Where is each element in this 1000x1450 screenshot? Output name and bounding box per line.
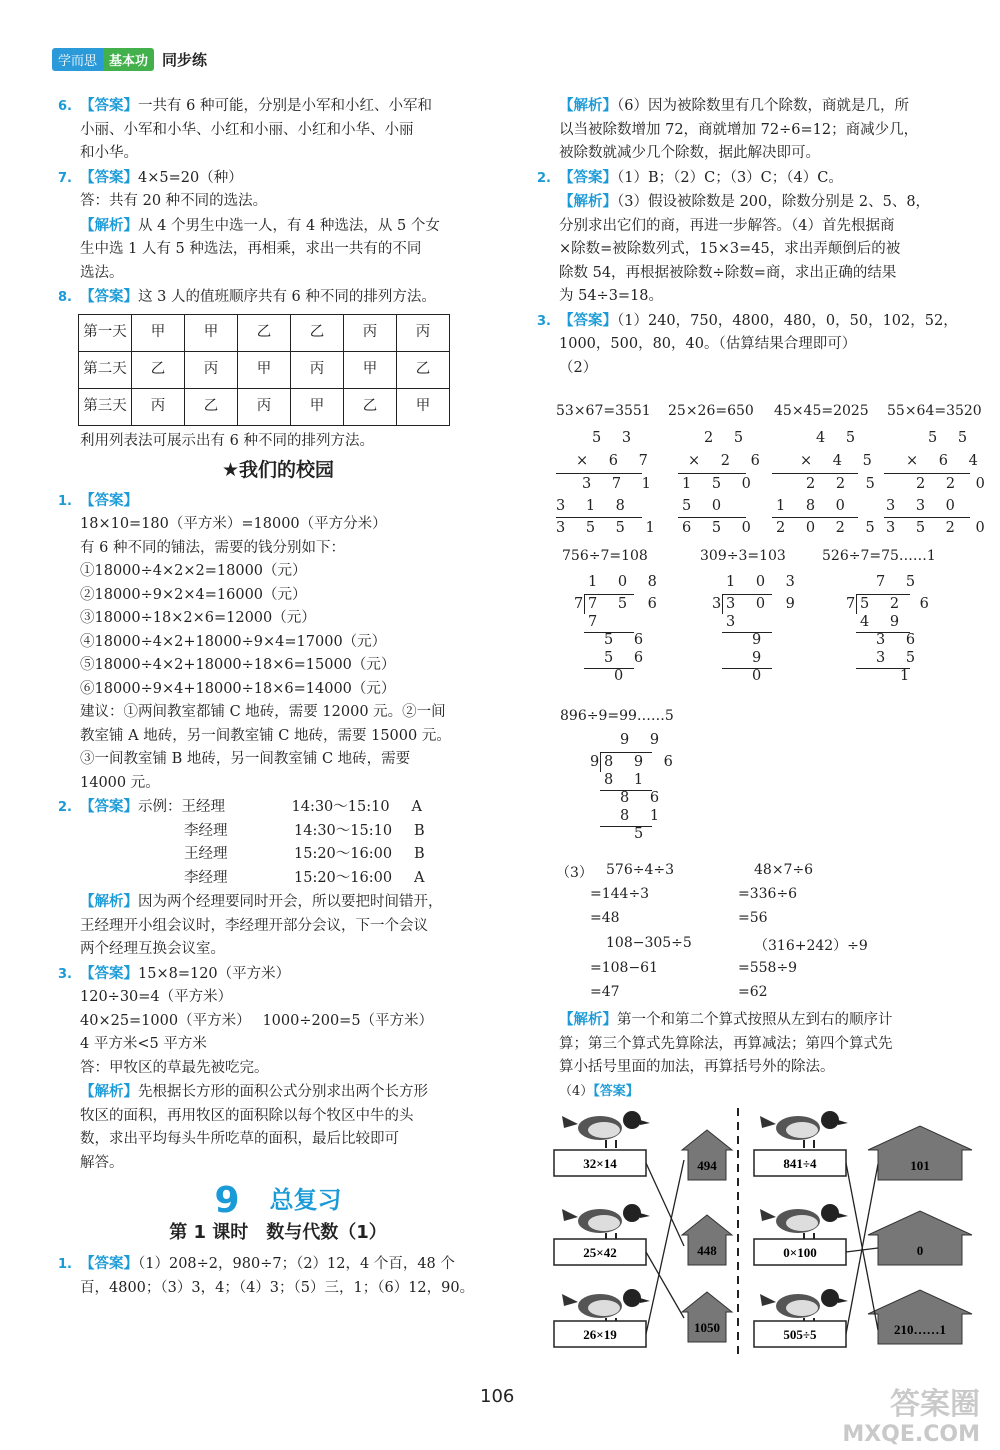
question-number: 1. bbox=[58, 1257, 72, 1272]
equation: 526÷7=75……1 bbox=[822, 548, 936, 564]
text-line: ⑥18000÷9×4+18000÷18×6=14000（元） bbox=[80, 680, 396, 697]
table-row bbox=[79, 388, 450, 425]
explanation-text: （3）假设被除数是 200，除数分别是 2、5、8， bbox=[617, 194, 931, 210]
explanation-text: （6）因为被除数里有几个除数，商就是几，所 bbox=[617, 98, 909, 114]
question-number: 2. bbox=[537, 170, 551, 186]
r1-line bbox=[56, 1252, 500, 1277]
step-line: 48×7÷6 bbox=[754, 862, 814, 878]
equation: 756÷7=108 bbox=[562, 548, 648, 564]
step-line: （316+242）÷9 bbox=[754, 938, 868, 954]
step-line: =558÷9 bbox=[738, 960, 798, 976]
table-row bbox=[79, 314, 450, 351]
s3-line bbox=[56, 962, 500, 987]
table-cell: 丙 bbox=[132, 388, 185, 425]
division-bracket bbox=[722, 594, 723, 614]
product: 3 5 5 1 bbox=[556, 520, 663, 536]
question-number: 8. bbox=[58, 290, 72, 305]
quotient: 9 9 bbox=[620, 732, 668, 748]
p4-line bbox=[559, 1080, 979, 1104]
schedule-row bbox=[56, 843, 500, 867]
dividend: 5 2 6 bbox=[860, 596, 937, 612]
table-cell: 甲 bbox=[344, 351, 397, 388]
answer-text: 4×5=20（种） bbox=[138, 169, 243, 186]
table-cell: 丙 bbox=[291, 351, 344, 388]
step-line: =47 bbox=[590, 984, 620, 1000]
table-cell: 甲 bbox=[238, 351, 291, 388]
multiplicand: 5 5 bbox=[928, 430, 976, 446]
text-line: 建议：①两间教室都铺 C 地砖，需要 12000 元。②一间 bbox=[80, 704, 446, 720]
brand-logo: 学而思 bbox=[52, 48, 103, 71]
text-line: 答：共有 20 种不同的选法。 bbox=[80, 193, 268, 209]
example-label: 示例： bbox=[138, 799, 182, 815]
division-bracket bbox=[856, 594, 857, 614]
table-row bbox=[79, 351, 450, 388]
table-cell: 甲 bbox=[132, 314, 185, 351]
part-label: （4） bbox=[559, 1083, 594, 1099]
meeting-time: 14:30～15:10 bbox=[294, 822, 393, 839]
page-number: 106 bbox=[480, 1386, 515, 1407]
bird-label: 505÷5 bbox=[783, 1327, 817, 1342]
match-line bbox=[646, 1163, 684, 1246]
table-cell: 乙 bbox=[238, 314, 291, 351]
equation: 25×26=650 bbox=[668, 403, 754, 419]
explanation-text: 从 4 个男生中选一人，有 4 种选法，从 5 个女 bbox=[138, 217, 440, 234]
explanation-line bbox=[559, 1008, 979, 1033]
house-label: 0 bbox=[916, 1243, 924, 1258]
answer-tag: 【答案】 bbox=[80, 491, 138, 509]
remainder: 0 bbox=[614, 668, 632, 684]
right-column bbox=[535, 94, 975, 380]
quotient: 1 0 8 bbox=[588, 574, 665, 590]
equation: 896÷9=99……5 bbox=[560, 708, 674, 724]
remainder: 1 bbox=[900, 668, 918, 684]
question-number: 2. bbox=[58, 800, 72, 815]
explanation-line bbox=[56, 890, 500, 915]
text-line: 生中选 1 人有 5 种选法，再相乘，求出一共有的不同 bbox=[80, 241, 422, 257]
house-label: 210……1 bbox=[894, 1322, 946, 1337]
bird-label: 841÷4 bbox=[783, 1156, 817, 1171]
partial-product: 7 bbox=[588, 614, 606, 630]
text-line: 答：甲牧区的草最先被吃完。 bbox=[80, 1059, 269, 1076]
remainder: 5 bbox=[634, 826, 652, 842]
lesson-title: 第 1 课时 数与代数（1） bbox=[169, 1221, 387, 1243]
table-cell: 丙 bbox=[344, 314, 397, 351]
partial-product: 3 5 bbox=[876, 650, 924, 666]
meeting-room: A bbox=[414, 869, 425, 886]
meeting-time: 15:20～16:00 bbox=[294, 869, 393, 886]
explanation-line bbox=[535, 190, 975, 215]
table-cell: 乙 bbox=[344, 388, 397, 425]
text-line: 有 6 种不同的铺法，需要的钱分别如下： bbox=[80, 539, 345, 556]
bird-house-matching-diagram bbox=[550, 1108, 980, 1358]
divisor: 7 bbox=[846, 596, 864, 612]
divisor: 3 bbox=[712, 596, 730, 612]
text-line: 除数 54，再根据被除数÷除数=商，求出正确的结果 bbox=[559, 264, 897, 281]
p3-explanation bbox=[559, 1008, 979, 1103]
left-bird-1 bbox=[562, 1111, 650, 1148]
multiplicand: 2 5 bbox=[704, 430, 752, 446]
partial-product: 9 bbox=[752, 650, 770, 666]
text-line: 教室铺 A 地砖，另一间教室铺 C 地砖，需要 15000 元。 bbox=[80, 727, 451, 744]
answer-tag: 【答案】 bbox=[80, 798, 138, 815]
duty-schedule-table bbox=[78, 314, 450, 426]
remainder-step: 9 bbox=[752, 632, 770, 648]
multiplicand: 5 3 bbox=[592, 430, 640, 446]
text-line: 百，4800；（3）3，4；（4）3；（5）三，1；（6）12，90。 bbox=[80, 1279, 475, 1296]
answer-tag: 【答案】 bbox=[80, 288, 138, 305]
meeting-room: A bbox=[411, 799, 422, 815]
schedule-row bbox=[56, 867, 500, 891]
meeting-room: B bbox=[414, 846, 425, 862]
text-line: 两个经理互换会议室。 bbox=[80, 941, 225, 957]
explanation-tag: 【解析】 bbox=[559, 97, 617, 114]
table-cell: 丙 bbox=[185, 351, 238, 388]
text-line: 王经理开小组会议时，李经理开部分会议，下一个会议 bbox=[80, 917, 428, 934]
equation: 53×67=3551 bbox=[556, 403, 651, 419]
partial-product: 3 3 0 bbox=[886, 498, 963, 514]
partial-product: 1 8 0 bbox=[776, 498, 853, 514]
answer-tag: 【答案】 bbox=[80, 964, 138, 982]
text-line: 数，求出平均每头牛所吃草的面积，最后比较即可 bbox=[80, 1131, 399, 1147]
text-line: ⑤18000÷4×2+18000÷18×6=15000（元） bbox=[80, 657, 396, 673]
multiplicand: 4 5 bbox=[816, 430, 864, 446]
text-line: 4 平方米<5 平方米 bbox=[80, 1036, 207, 1052]
step-line: 108−305÷5 bbox=[606, 935, 692, 951]
explanation-tag: 【解析】 bbox=[559, 193, 617, 210]
partial-product: 2 2 5 bbox=[806, 476, 883, 492]
table-cell: 第三天 bbox=[79, 388, 132, 425]
meeting-time: 15:20～16:00 bbox=[294, 846, 393, 862]
s2-line bbox=[56, 795, 500, 820]
q6-line bbox=[56, 94, 500, 119]
division-bracket bbox=[584, 594, 585, 614]
text-line: 被除数就减少几个除数，据此解决即可。 bbox=[559, 145, 820, 161]
answer-tag: 【答案】 bbox=[559, 168, 617, 186]
q3-line bbox=[535, 309, 975, 334]
watermark-text: 答案圈 bbox=[890, 1387, 980, 1422]
q7-line bbox=[56, 166, 500, 191]
partial-product: 5 6 bbox=[604, 650, 652, 666]
watermark bbox=[842, 1387, 980, 1450]
table-cell: 乙 bbox=[397, 351, 450, 388]
divisor: 9 bbox=[590, 754, 608, 770]
remainder-step: 3 6 bbox=[876, 632, 924, 648]
explanation-line bbox=[535, 94, 975, 119]
bird-label: 32×14 bbox=[583, 1156, 617, 1171]
answer-tag: 【答案】 bbox=[80, 168, 138, 186]
text-line: ×除数=被除数列式，15×3=45，求出弄颠倒后的被 bbox=[559, 241, 901, 257]
table-cell: 丙 bbox=[238, 388, 291, 425]
text-line: 利用列表法可展示出有 6 种不同的排列方法。 bbox=[80, 432, 374, 449]
remainder-step: 5 6 bbox=[604, 632, 652, 648]
dividend: 7 5 6 bbox=[588, 596, 665, 612]
divisor: 7 bbox=[574, 596, 592, 612]
table-cell: 第二天 bbox=[79, 351, 132, 388]
text-line: 选法。 bbox=[80, 264, 124, 281]
step-line: =336÷6 bbox=[738, 886, 798, 902]
house-label: 101 bbox=[910, 1158, 930, 1173]
bird-label: 25×42 bbox=[583, 1245, 617, 1260]
text-line: 1000，500，80，40。（估算结果合理即可） bbox=[559, 336, 857, 352]
question-number: 7. bbox=[58, 170, 72, 186]
answer-text: （1）208÷2，980÷7；（2）12，4 个百，48 个 bbox=[138, 1256, 455, 1272]
explanation-tag: 【解析】 bbox=[559, 1011, 617, 1028]
manager-name: 王经理 bbox=[181, 799, 225, 815]
brand-logo-suffix: 基本功 bbox=[103, 48, 154, 71]
section-title: ★我们的校园 bbox=[221, 459, 335, 481]
text-line: ④18000÷4×2+18000÷9×4=17000（元） bbox=[80, 633, 387, 650]
partial-product: 3 bbox=[726, 614, 744, 630]
part-label: （2） bbox=[559, 359, 598, 376]
explanation-text: 因为两个经理要同时开会，所以要把时间错开， bbox=[138, 894, 443, 910]
right-bird-2 bbox=[760, 1204, 848, 1241]
text-line: 和小华。 bbox=[80, 145, 138, 161]
step-line: =56 bbox=[738, 910, 768, 926]
answer-text: 这 3 人的值班顺序共有 6 种不同的排列方法。 bbox=[138, 289, 436, 305]
text-line: 算；第三个算式先算除法，再算减法；第四个算式先 bbox=[559, 1035, 893, 1052]
product: 2 0 2 5 bbox=[776, 520, 883, 536]
step-line: =144÷3 bbox=[590, 886, 650, 902]
left-column bbox=[56, 94, 500, 1300]
step-line: =62 bbox=[738, 984, 768, 1000]
text-line: 以当被除数增加 72，商就增加 72÷6=12；商减少几， bbox=[559, 121, 919, 138]
text-line: 解答。 bbox=[80, 1154, 124, 1171]
house-label: 448 bbox=[697, 1243, 717, 1258]
partial-product: 8 1 bbox=[620, 808, 668, 824]
question-number: 1. bbox=[58, 493, 72, 509]
question-number: 3. bbox=[537, 313, 551, 329]
dividend: 8 9 6 bbox=[604, 754, 681, 770]
answer-text: 一共有 6 种可能，分别是小军和小红、小军和 bbox=[138, 98, 432, 114]
partial-product: 5 0 bbox=[682, 498, 730, 514]
explanation-tag: 【解析】 bbox=[80, 216, 138, 234]
partial-product: 3 7 1 bbox=[582, 476, 659, 492]
house-label: 1050 bbox=[694, 1320, 720, 1335]
remainder-step: 8 6 bbox=[620, 790, 668, 806]
part-label: （3） bbox=[556, 865, 593, 881]
answer-tag: 【答案】 bbox=[559, 311, 617, 329]
text-line: ②18000÷9×2×4=16000（元） bbox=[80, 586, 307, 603]
step-line: =108−61 bbox=[590, 960, 658, 976]
multiplier: × 2 6 bbox=[688, 453, 768, 469]
product: 3 5 2 0 bbox=[886, 520, 993, 536]
table-cell: 第一天 bbox=[79, 314, 132, 351]
answer-text: （1）B；（2）C；（3）C；（4）C。 bbox=[617, 169, 843, 186]
table-cell: 乙 bbox=[132, 351, 185, 388]
table-cell: 乙 bbox=[185, 388, 238, 425]
explanation-line bbox=[56, 214, 500, 239]
step-line: 576÷4÷3 bbox=[606, 862, 674, 878]
chapter-number: 9 bbox=[214, 1180, 240, 1221]
dividend: 3 0 9 bbox=[726, 596, 803, 612]
house-label: 494 bbox=[697, 1158, 717, 1173]
manager-name: 李经理 bbox=[184, 822, 228, 839]
partial-product: 2 2 0 bbox=[916, 476, 993, 492]
answer-text: （1）240，750，4800，480，0，50，102，52， bbox=[617, 312, 958, 329]
multiplier: × 4 5 bbox=[800, 453, 880, 469]
text-line: 40×25=1000（平方米） 1000÷200=5（平方米） bbox=[80, 1012, 434, 1029]
manager-name: 李经理 bbox=[184, 869, 228, 886]
text-line: 18×10=180（平方米）=18000（平方分米） bbox=[80, 516, 387, 532]
question-number: 3. bbox=[58, 966, 72, 982]
series-name: 同步练 bbox=[162, 50, 208, 69]
table-cell: 甲 bbox=[185, 314, 238, 351]
table-cell: 甲 bbox=[397, 388, 450, 425]
partial-product: 8 1 bbox=[604, 772, 652, 788]
watermark-url: MXQE.COM bbox=[842, 1422, 980, 1447]
explanation-text: 第一个和第二个算式按照从左到右的顺序计 bbox=[617, 1012, 893, 1028]
text-line: ③一间教室铺 B 地砖，另一间教室铺 C 地砖，需要 bbox=[80, 751, 411, 767]
text-line: 14000 元。 bbox=[80, 774, 160, 791]
manager-name: 王经理 bbox=[184, 846, 228, 862]
left-bird-2 bbox=[562, 1204, 650, 1241]
s1-line bbox=[56, 489, 500, 514]
partial-product: 3 1 8 bbox=[556, 498, 633, 514]
question-number: 6. bbox=[58, 99, 72, 114]
equation: 309÷3=103 bbox=[700, 548, 786, 564]
table-cell: 乙 bbox=[291, 314, 344, 351]
text-line: 分别求出它们的商，再进一步解答。（4）首先根据商 bbox=[559, 217, 895, 234]
right-bird-1 bbox=[760, 1111, 848, 1148]
meeting-room: B bbox=[414, 822, 425, 839]
text-line: 牧区的面积，再用牧区的面积除以每个牧区中牛的头 bbox=[80, 1107, 414, 1124]
remainder: 0 bbox=[752, 668, 770, 684]
table-cell: 丙 bbox=[397, 314, 450, 351]
q2-line bbox=[535, 166, 975, 191]
text-line: 为 54÷3=18。 bbox=[559, 288, 664, 304]
answer-text: 15×8=120（平方米） bbox=[138, 965, 291, 982]
explanation-line bbox=[56, 1080, 500, 1105]
series-header bbox=[52, 48, 207, 70]
meeting-time: 14:30～15:10 bbox=[291, 799, 390, 815]
step-line: =48 bbox=[590, 910, 620, 926]
explanation-text: 先根据长方形的面积公式分别求出两个长方形 bbox=[138, 1084, 428, 1100]
product: 6 5 0 bbox=[682, 520, 759, 536]
chapter-heading bbox=[56, 1180, 500, 1221]
equation: 55×64=3520 bbox=[887, 403, 982, 419]
text-line: 120÷30=4（平方米） bbox=[80, 989, 233, 1005]
schedule-row bbox=[56, 820, 500, 844]
text-line: 算小括号里面的加法，再算括号外的除法。 bbox=[559, 1059, 835, 1075]
q8-line bbox=[56, 285, 500, 310]
quotient: 1 0 3 bbox=[726, 574, 803, 590]
partial-product: 1 5 0 bbox=[682, 476, 759, 492]
explanation-tag: 【解析】 bbox=[80, 893, 138, 910]
answer-tag: 【答案】 bbox=[80, 97, 138, 114]
multiplier: × 6 4 bbox=[906, 453, 986, 469]
chapter-title: 总复习 bbox=[269, 1186, 342, 1214]
multiplier: × 6 7 bbox=[576, 453, 656, 469]
text-line: 小丽、小军和小华、小红和小丽、小红和小华、小丽 bbox=[80, 121, 414, 138]
division-bracket bbox=[600, 752, 601, 772]
quotient: 7 5 bbox=[876, 574, 924, 590]
text-line: ③18000÷18×2×6=12000（元） bbox=[80, 610, 316, 626]
answer-tag: 【答案】 bbox=[80, 1255, 138, 1272]
partial-product: 4 9 bbox=[860, 614, 908, 630]
table-cell: 甲 bbox=[291, 388, 344, 425]
answer-tag: 【答案】 bbox=[593, 1083, 639, 1099]
bird-label: 26×19 bbox=[583, 1327, 617, 1342]
bird-label: 0×100 bbox=[783, 1245, 817, 1260]
explanation-tag: 【解析】 bbox=[80, 1083, 138, 1100]
text-line: ①18000÷4×2×2=18000（元） bbox=[80, 563, 307, 579]
equation: 45×45=2025 bbox=[774, 403, 869, 419]
